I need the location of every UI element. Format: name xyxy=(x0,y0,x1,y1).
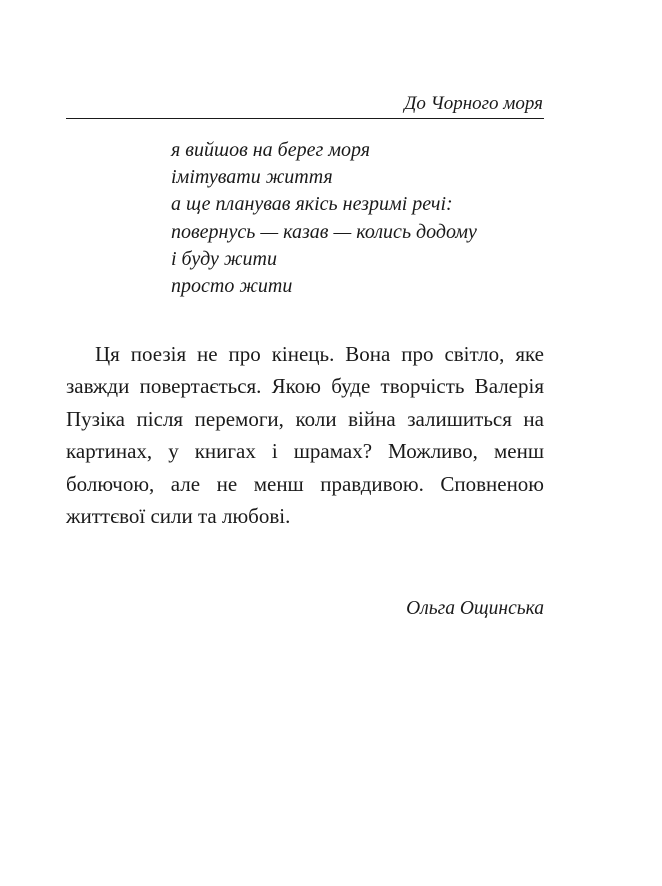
poem-line: повернусь — казав — колись додому xyxy=(171,220,477,243)
body-paragraph: Ця поезія не про кінець. Вона про світло, яке завжди повертається. Якою буде творчість Валерія Пузіка після перемоги, коли війна залишиться на картинах, у книгах і шрамах? Можливо, менш болючою, але не менш правдивою. Сповненою життєвої сили та любові. xyxy=(66,342,544,529)
poem-line: я вийшов на берег моря xyxy=(171,139,371,161)
header-rule xyxy=(66,118,544,119)
poem xyxy=(171,137,477,300)
poem-line: а ще планував якісь незримі речі: xyxy=(171,193,453,216)
author-signature: Ольга Ощинська xyxy=(406,598,544,619)
poem-line: просто жити xyxy=(171,275,293,298)
poem-line: і буду жити xyxy=(171,247,277,270)
poem-line: імітувати життя xyxy=(171,166,333,189)
running-head: До Чорного моря xyxy=(404,93,543,114)
